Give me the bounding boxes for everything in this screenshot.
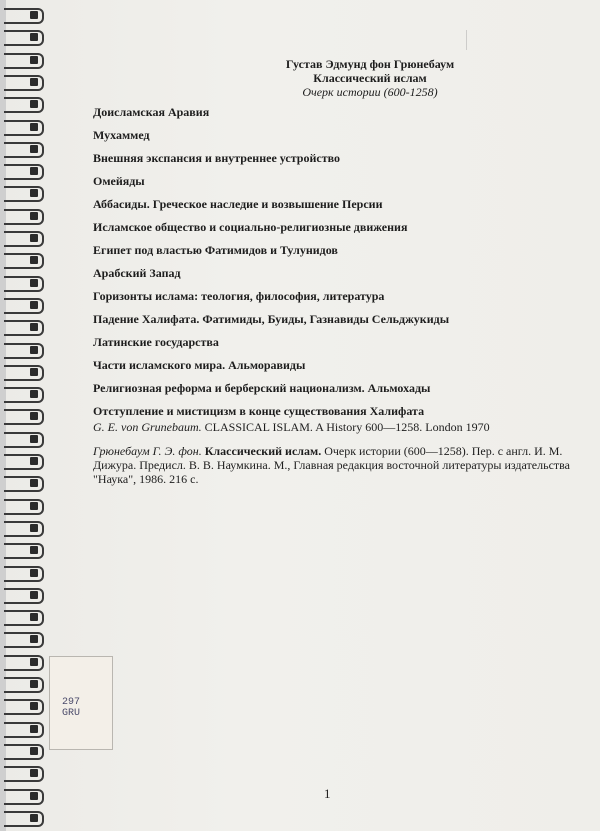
binding-hole: [30, 725, 38, 733]
binding-hole: [30, 613, 38, 621]
binding-ring: [4, 53, 44, 69]
pencil-mark: [466, 30, 475, 50]
original-author: G. E. von Grunebaum.: [93, 420, 202, 434]
binding-hole: [30, 457, 38, 465]
original-details: CLASSICAL ISLAM. A History 600—1258. London 1970: [201, 420, 490, 434]
binding-ring: [4, 610, 44, 626]
russian-edition: [93, 444, 583, 486]
russian-details: Очерк истории (600—1258). Пер. с англ. И. М. Дижура. Предисл. В. В. Наумкина. М., Главная редакция восточной литературы издательства "Наука", 1986. 216 с.: [93, 444, 570, 486]
original-edition: [93, 420, 583, 434]
spiral-binding: [0, 0, 52, 831]
binding-ring: [4, 387, 44, 403]
toc-item: Доисламская Аравия: [93, 105, 210, 119]
binding-ring: [4, 164, 44, 180]
binding-ring: [4, 276, 44, 292]
binding-hole: [30, 814, 38, 822]
binding-ring: [4, 766, 44, 782]
binding-ring: [4, 432, 44, 448]
toc-item: Части исламского мира. Альморавиды: [93, 358, 306, 372]
binding-ring: [4, 409, 44, 425]
binding-hole: [30, 502, 38, 510]
binding-hole: [30, 591, 38, 599]
page-number: 1: [324, 786, 331, 801]
call-number-line2: GRU: [62, 708, 81, 719]
binding-ring: [4, 320, 44, 336]
binding-ring: [4, 231, 44, 247]
binding-ring: [4, 253, 44, 269]
binding-hole: [30, 145, 38, 153]
binding-hole: [30, 212, 38, 220]
binding-ring: [4, 454, 44, 470]
binding-hole: [30, 435, 38, 443]
toc-item: Египет под властью Фатимидов и Тулунидов: [93, 243, 338, 257]
binding-hole: [30, 167, 38, 175]
binding-hole: [30, 747, 38, 755]
russian-title: Классический ислам.: [201, 444, 322, 458]
binding-hole: [30, 569, 38, 577]
toc-item: Мухаммед: [93, 128, 150, 142]
binding-hole: [30, 346, 38, 354]
binding-ring: [4, 8, 44, 24]
book-author: Густав Эдмунд фон Грюнебаум: [285, 57, 455, 71]
binding-ring: [4, 209, 44, 225]
toc-item: Религиозная реформа и берберский национализм. Альмохады: [93, 381, 431, 395]
binding-ring: [4, 677, 44, 693]
bibliography: [93, 420, 583, 486]
toc-item: Исламское общество и социально-религиозные движения: [93, 220, 408, 234]
binding-hole: [30, 769, 38, 777]
binding-hole: [30, 11, 38, 19]
call-number-line1: 297: [62, 697, 81, 708]
binding-hole: [30, 323, 38, 331]
table-of-contents: [93, 105, 583, 427]
toc-item: Отступление и мистицизм в конце существования Халифата: [93, 404, 425, 418]
toc-item: Внешняя экспансия и внутреннее устройство: [93, 151, 340, 165]
binding-hole: [30, 702, 38, 710]
binding-hole: [30, 546, 38, 554]
binding-hole: [30, 56, 38, 64]
toc-item: Арабский Запад: [93, 266, 181, 280]
binding-ring: [4, 75, 44, 91]
binding-ring: [4, 186, 44, 202]
binding-hole: [30, 524, 38, 532]
binding-ring: [4, 811, 44, 827]
binding-ring: [4, 543, 44, 559]
binding-hole: [30, 412, 38, 420]
binding-hole: [30, 78, 38, 86]
binding-ring: [4, 632, 44, 648]
binding-hole: [30, 658, 38, 666]
binding-hole: [30, 390, 38, 398]
binding-ring: [4, 588, 44, 604]
toc-item: Омейяды: [93, 174, 145, 188]
binding-ring: [4, 566, 44, 582]
binding-ring: [4, 142, 44, 158]
binding-ring: [4, 521, 44, 537]
binding-hole: [30, 189, 38, 197]
binding-ring: [4, 97, 44, 113]
binding-ring: [4, 655, 44, 671]
binding-hole: [30, 33, 38, 41]
binding-hole: [30, 680, 38, 688]
binding-hole: [30, 479, 38, 487]
toc-item: Латинские государства: [93, 335, 219, 349]
book-title: Классический ислам: [313, 71, 427, 85]
binding-ring: [4, 499, 44, 515]
binding-ring: [4, 30, 44, 46]
toc-item: Аббасиды. Греческое наследие и возвышение Персии: [93, 197, 383, 211]
binding-ring: [4, 744, 44, 760]
library-call-number: [62, 697, 80, 719]
russian-author: Грюнебаум Г. Э. фон.: [93, 444, 202, 458]
toc-item: Падение Халифата. Фатимиды, Буиды, Газнавиды Сельджукиды: [93, 312, 450, 326]
binding-hole: [30, 368, 38, 376]
binding-hole: [30, 234, 38, 242]
binding-ring: [4, 298, 44, 314]
binding-hole: [30, 635, 38, 643]
binding-hole: [30, 792, 38, 800]
binding-ring: [4, 365, 44, 381]
binding-ring: [4, 476, 44, 492]
binding-hole: [30, 301, 38, 309]
page-header: [200, 57, 540, 99]
binding-ring: [4, 699, 44, 715]
library-label: [49, 656, 113, 750]
binding-hole: [30, 123, 38, 131]
binding-hole: [30, 100, 38, 108]
book-subtitle: Очерк истории (600-1258): [302, 85, 438, 99]
toc-item: Горизонты ислама: теология, философия, литература: [93, 289, 385, 303]
binding-ring: [4, 343, 44, 359]
binding-hole: [30, 279, 38, 287]
binding-ring: [4, 120, 44, 136]
binding-ring: [4, 789, 44, 805]
binding-ring: [4, 722, 44, 738]
binding-hole: [30, 256, 38, 264]
